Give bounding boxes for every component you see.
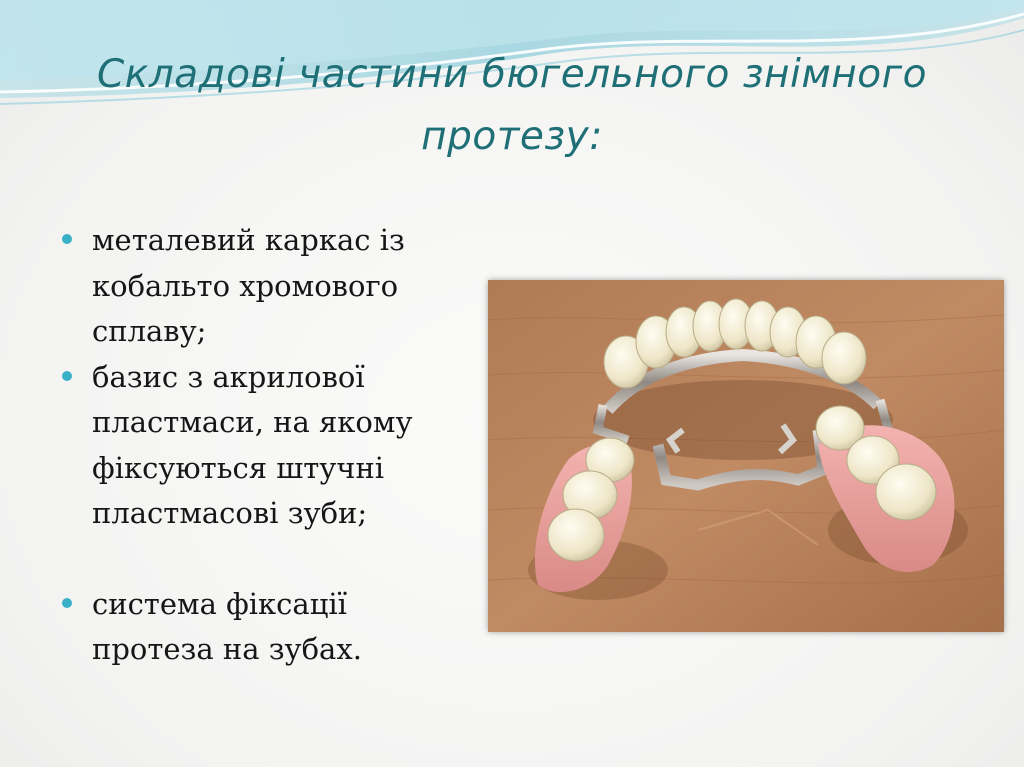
bullet-marker-icon xyxy=(62,234,72,244)
bullet-list xyxy=(60,218,460,673)
bullet-item xyxy=(60,218,460,355)
bullet-text: система фіксації протеза на зубах. xyxy=(92,586,362,666)
bullet-item xyxy=(60,582,460,673)
bullet-text: металевий каркас із кобальто хромового сплаву; xyxy=(92,223,405,348)
bullet-marker-icon xyxy=(62,598,72,608)
slide-title: Складові частини бюгельного знімного протезу: xyxy=(97,52,927,159)
bullet-marker-icon xyxy=(62,371,72,381)
bullet-text: базис з акрилової пластмаси, на якому фіксуються штучні пластмасові зуби; xyxy=(92,359,413,530)
denture-photo xyxy=(488,280,1004,632)
bullet-item xyxy=(60,355,460,537)
removable-partial-denture-photo-icon xyxy=(488,280,1004,632)
